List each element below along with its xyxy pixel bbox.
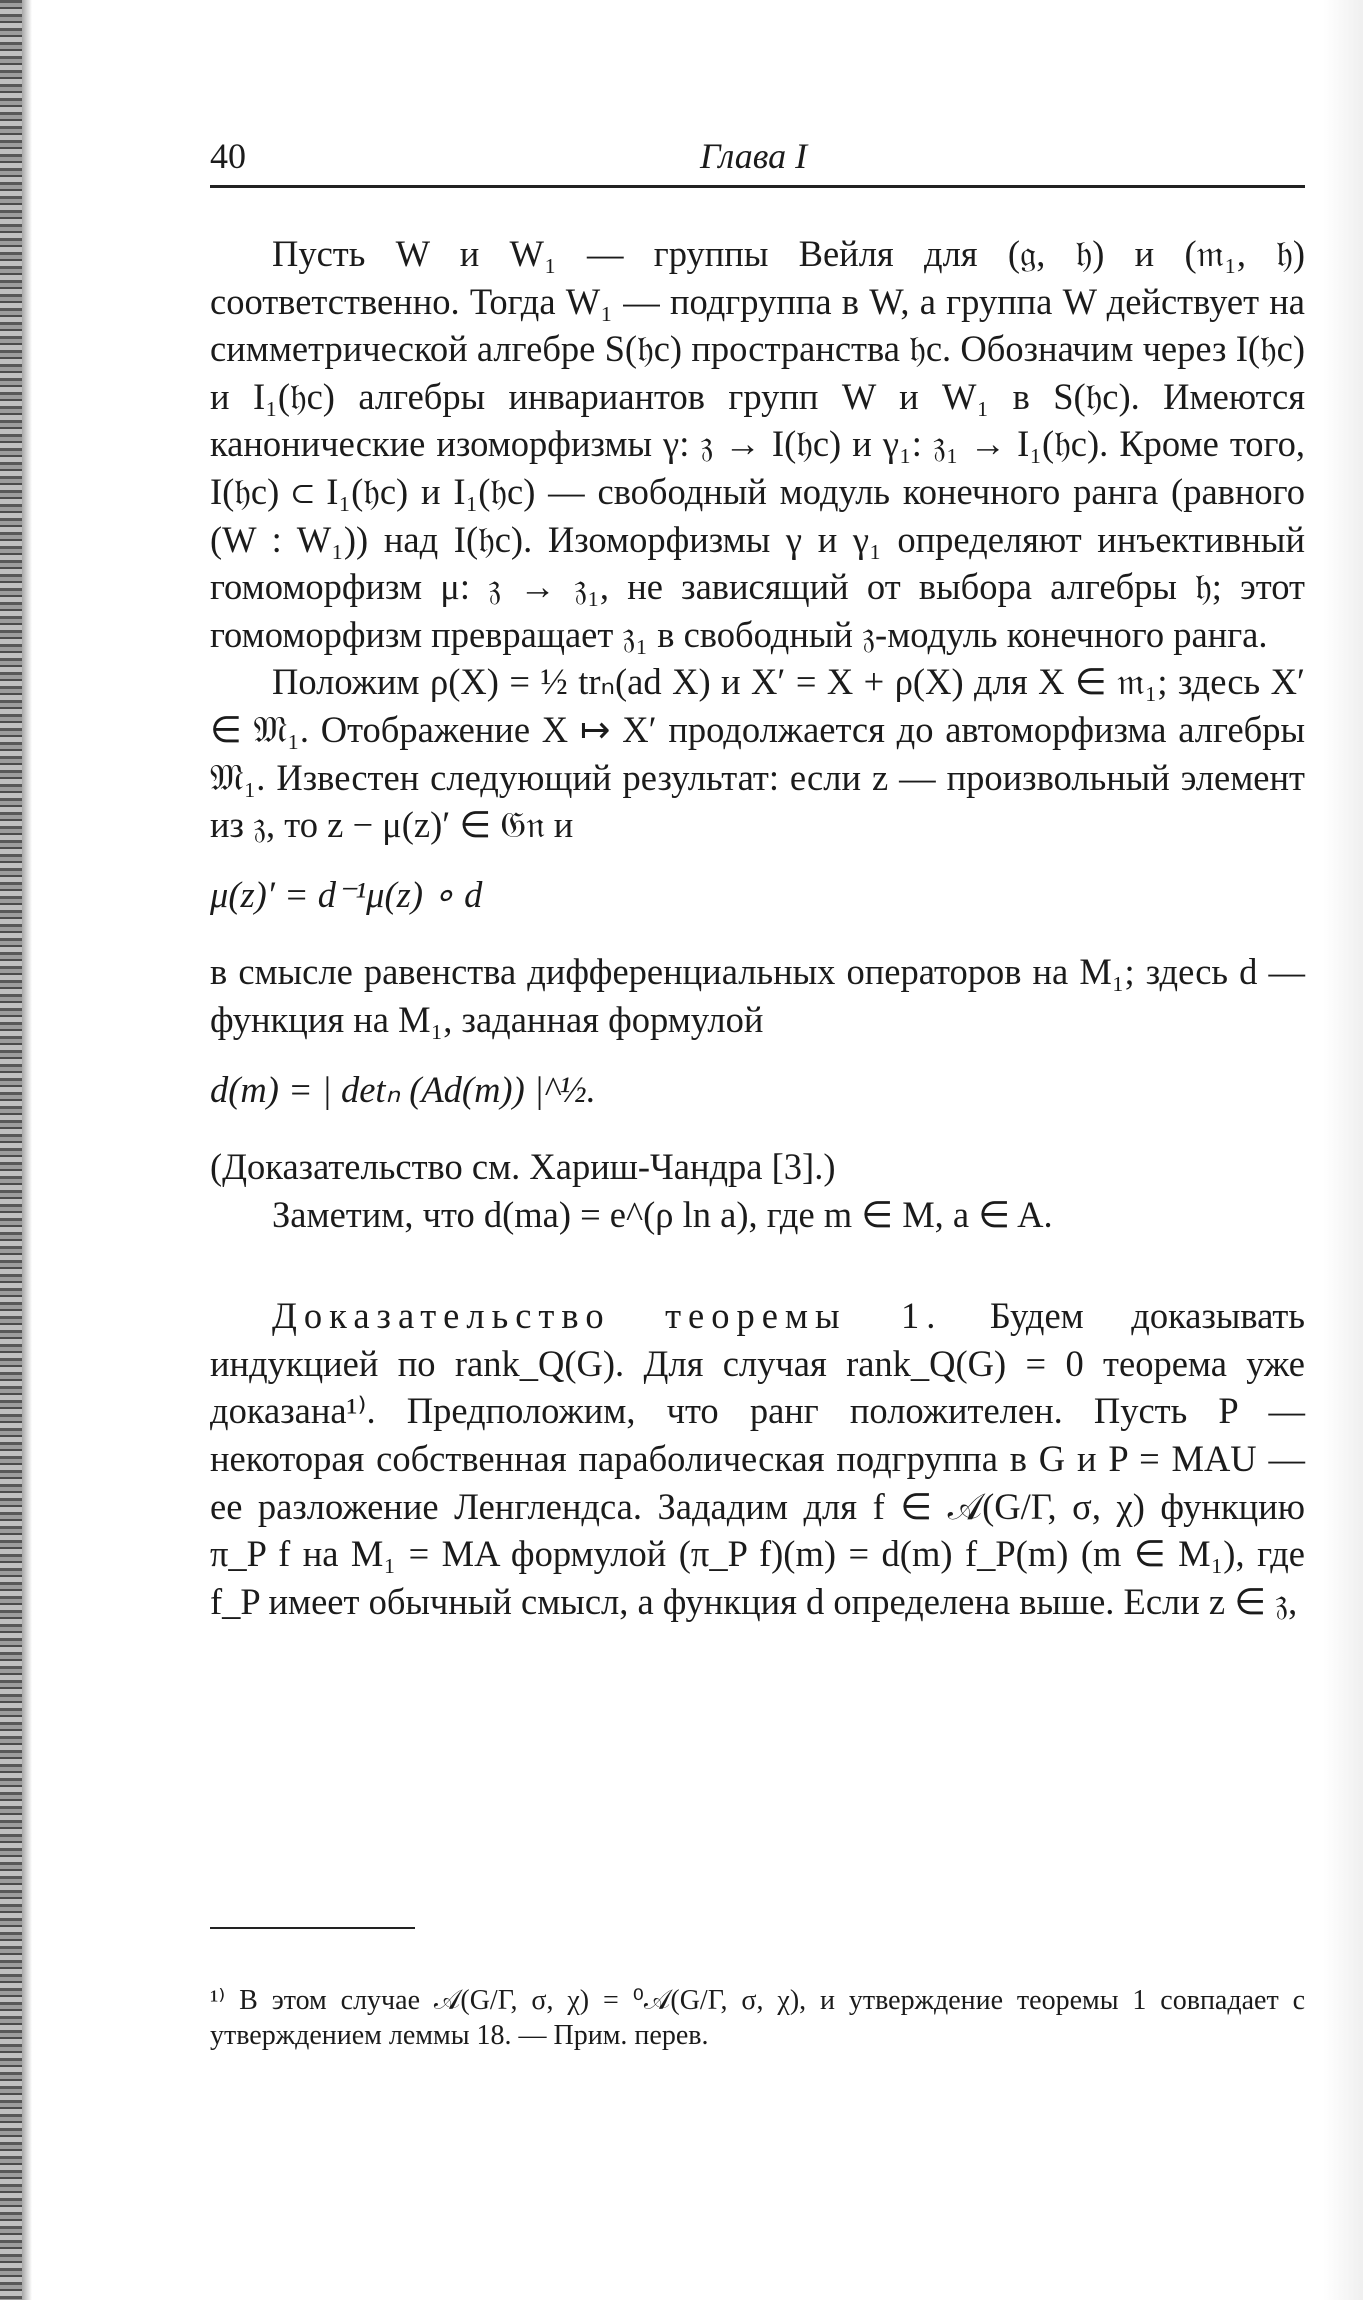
paragraph-note: Заметим, что d(ma) = e^(ρ ln a), где m ∈ M, a ∈ A. — [272, 1193, 1053, 1235]
formula-d: d(m) = | detₙ (Ad(m)) |^½. — [210, 1068, 596, 1110]
proof-heading: Доказательство теоремы 1. — [272, 1295, 943, 1337]
proof-continuation: ранг положителен. Пусть P — некоторая собственная параболическая подгруппа в G и P = MAU — ее разложение Ленглендса. Зададим для f ∈ 𝒜(G/Γ, σ, χ) функцию π_P f на M₁ = MA формулой (π_P f)(m) = d(m) f_P(m) (m ∈ M₁), где f_P имеет обычный смысл, а функция d определена выше. Если z ∈ 𝔷, — [210, 1390, 1305, 1622]
paragraph-weyl-groups: Пусть W и W₁ — группы Вейля для (𝔤, 𝔥) и (𝔪₁, 𝔥) соответственно. Тогда W₁ — подгруппа в W, а группа W действует на симметрической алгебре S(𝔥c) пространства 𝔥c. Обозначим через I(𝔥c) и I₁(𝔥c) алгебры инвариантов групп W и W₁ в S(𝔥c). Имеются канонические изоморфизмы γ: 𝔷 → I(𝔥c) и γ₁: 𝔷₁ → I₁(𝔥c). Кроме того, I(𝔥c) ⊂ I₁(𝔥c) и I₁(𝔥c) — свободный модуль конечного ранга (равного (W : W₁)) над I(𝔥c). Изоморфизмы γ и γ₁ определяют инъективный гомоморфизм μ: 𝔷 → 𝔷₁, не зависящий от выбора алгебры 𝔥; этот гомоморфизм превращает 𝔷₁ в свободный 𝔷-модуль конечного ранга. — [210, 233, 1305, 655]
paragraph-rho-definition: Положим ρ(X) = ½ trₙ(ad X) и X′ = X + ρ(X) для X ∈ 𝔪₁; здесь X′ ∈ 𝔐₁. Отображение X ↦ X′ продолжается до автоморфизма алгебры 𝔐₁. Известен следующий результат: если z — произвольный элемент из 𝔷, то z − μ(z)′ ∈ 𝔊𝔫 и — [210, 661, 1305, 846]
paragraph-differential-operators: в смысле равенства дифференциальных операторов на M₁; здесь d — функция на M₁, заданная формулой — [210, 951, 1305, 1040]
paragraph-proof — [210, 1292, 1305, 1625]
paragraph-reference: (Доказательство см. Хариш-Чандра [3].) — [210, 1146, 836, 1188]
page-number: 40 — [210, 136, 246, 176]
formula-mu: μ(z)′ = d⁻¹μ(z) ∘ d — [210, 873, 483, 915]
running-head: Глава I — [700, 136, 808, 176]
proof-text: Будем доказывать индукцией по rank_Q(G). Для случая rank_Q(G) = 0 теорема уже доказана¹⁾. Предположим, что — [210, 1295, 1306, 1432]
paragraph-gap — [210, 1238, 1305, 1292]
footnote-rule — [210, 1927, 415, 1929]
main-text — [210, 230, 1305, 1625]
page-edge-gradient — [22, 0, 32, 2300]
page-edge-shadow — [0, 0, 22, 2300]
footnote: ¹⁾ В этом случае 𝒜(G/Γ, σ, χ) = ⁰𝒜(G/Γ, σ, χ), и утверждение теоремы 1 совпадает с утверждением леммы 18. — Прим. перев. — [210, 1985, 1305, 2051]
page-edge-right — [1323, 0, 1363, 2300]
page-header — [210, 135, 1305, 188]
